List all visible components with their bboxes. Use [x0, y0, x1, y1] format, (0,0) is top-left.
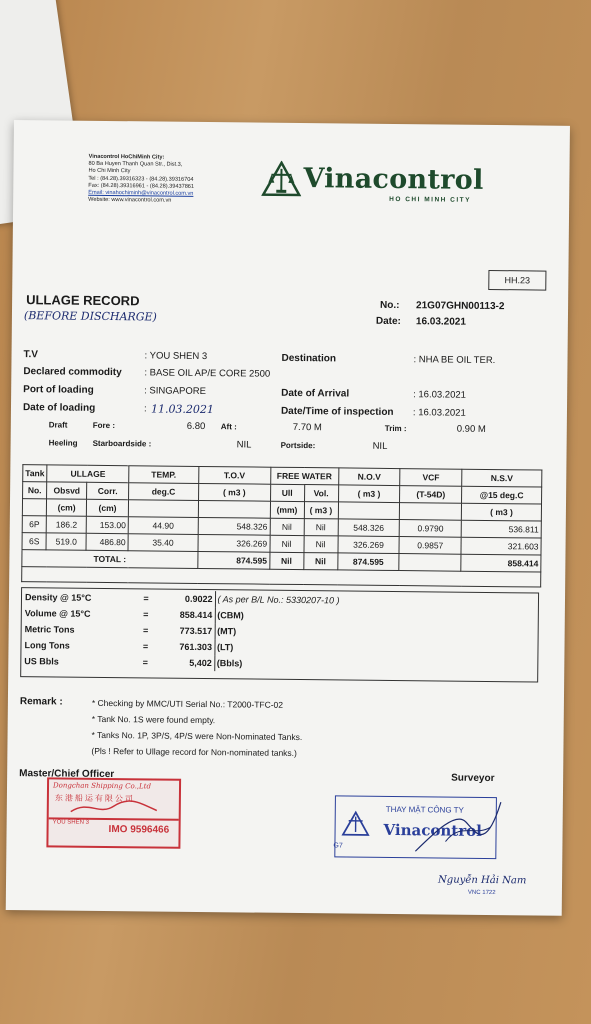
logo-city: HO CHI MINH CITY: [389, 195, 472, 204]
starboard-value: NIL: [236, 439, 252, 451]
conversion-value: 5,402: [189, 657, 212, 669]
master-officer-label: Master/Chief Officer: [19, 768, 115, 781]
remark-line: * Tank No. 1S were found empty.: [91, 713, 216, 726]
signature-scribble-icon: [69, 798, 159, 819]
temp-cell: 44.90: [128, 517, 198, 535]
company-website: Website: www.vinacontrol.com.vn: [88, 196, 172, 204]
inspection-value: : 16.03.2021: [412, 407, 466, 419]
corr-cell: 153.00: [86, 516, 128, 533]
company-line: Fax: (84.28).39316961 - (84.28).39437861: [88, 182, 195, 190]
ull-cell: Nil: [270, 518, 304, 535]
ullage-table: [21, 464, 542, 587]
scales-emblem-icon: [261, 161, 301, 197]
tov-header: T.O.V: [199, 466, 271, 484]
tov-cell: 548.326: [198, 517, 270, 535]
nsv-header: N.S.V: [462, 469, 542, 487]
conversion-eq: =: [143, 593, 149, 604]
vcf-unit-header: (T-54D): [400, 486, 462, 504]
port-value: : SINGAPORE: [144, 385, 206, 398]
inspection-label: Date/Time of inspection: [280, 405, 394, 418]
stamp-text: THAY MẶT CÔNG TY: [385, 804, 464, 815]
destination-label: Destination: [281, 352, 337, 365]
no-header: No.: [23, 482, 47, 499]
scales-emblem-icon: [342, 810, 370, 836]
commodity-label: Declared commodity: [23, 366, 122, 379]
conversion-eq: =: [142, 641, 149, 652]
logo-name: Vinacontrol: [303, 163, 484, 196]
total-ull: Nil: [269, 552, 303, 569]
vcf-cell: 0.9857: [399, 537, 461, 555]
starboard-label: Starboardside :: [92, 438, 152, 449]
vinacontrol-stamp: [334, 795, 497, 859]
nov-cell: 326.269: [338, 536, 400, 554]
stamp-text: 东港船运有限公司: [54, 793, 135, 804]
corr-unit-header: (cm): [87, 499, 129, 516]
obsvd-unit-header: (cm): [47, 499, 87, 516]
vol-header: Vol.: [304, 485, 338, 502]
form-code-box: HH.23: [488, 270, 546, 291]
tank-header: Tank: [23, 465, 47, 482]
stamp-text: G7: [333, 842, 343, 850]
stamp-text: Vinacontrol: [383, 820, 482, 840]
conversion-eq: =: [143, 609, 149, 620]
surveyor-label: Surveyor: [451, 772, 495, 785]
conversion-value: 858.414: [179, 609, 213, 621]
page-title: ULLAGE RECORD: [26, 292, 140, 309]
stamp-text: IMO 9596466: [108, 824, 170, 836]
stamp-text: YOU SHEN 3: [52, 819, 90, 826]
conversion-eq: =: [142, 625, 149, 636]
conversion-value: 0.9022: [184, 593, 213, 605]
port-label: Port of loading: [23, 384, 94, 396]
tov-cell: 326.269: [198, 534, 270, 552]
ull-cell: Nil: [270, 535, 304, 552]
corr-cell: 486.80: [86, 533, 128, 550]
total-nov: 874.595: [337, 553, 399, 571]
tank-cell: 6P: [22, 516, 46, 533]
vinacontrol-logo: [261, 159, 501, 206]
heeling-label: Heeling: [48, 438, 78, 448]
surveyor-code: VNC 1722: [467, 889, 496, 897]
surveyor-name: Nguyễn Hải Nam: [438, 874, 527, 887]
vcf-header: VCF: [400, 469, 462, 487]
temp-cell: 35.40: [128, 534, 198, 552]
fore-label: Fore :: [92, 420, 116, 431]
tov-unit-header: ( m3 ): [198, 483, 270, 501]
remark-line: * Checking by MMC/UTI Serial No.: T2000-TFC-02: [91, 697, 284, 710]
total-nsv: 858.414: [461, 554, 541, 572]
degc-header: deg.C: [129, 483, 199, 501]
conversion-unit: (CBM): [215, 607, 415, 625]
tank-cell: 6S: [22, 533, 46, 550]
ship-company-stamp: [46, 777, 181, 848]
conversion-unit: (MT): [215, 623, 415, 641]
nov-header: N.O.V: [338, 468, 400, 486]
corr-header: Corr.: [87, 482, 129, 499]
obsvd-header: Obsvd: [47, 482, 87, 499]
total-tov: 874.595: [198, 551, 270, 569]
commodity-value: : BASE OIL AP/E CORE 2500: [144, 367, 271, 380]
tv-label: T.V: [23, 349, 39, 361]
conversion-eq: =: [142, 657, 149, 668]
trim-label: Trim :: [384, 423, 407, 434]
tv-value: : YOU SHEN 3: [144, 350, 208, 363]
nov-unit-header: ( m3 ): [338, 485, 400, 503]
ull-unit-header: (mm): [270, 501, 304, 518]
company-line: Vinacontrol HoChiMinh City:: [88, 153, 165, 161]
nsv-unit-header: ( m3 ): [461, 503, 541, 521]
conversion-unit: ( As per B/L No.: 5330207-10 ): [215, 591, 415, 609]
no-label: No.:: [380, 299, 400, 312]
portside-value: NIL: [372, 440, 388, 452]
nsv-temp-header: @15 deg.C: [462, 486, 542, 504]
fore-value: 6.80: [186, 420, 206, 433]
conversion-label: Volume @ 15°C: [24, 608, 91, 619]
conversion-table: [22, 589, 415, 673]
loading-date-colon: :: [143, 403, 147, 415]
destination-value: : NHA BE OIL TER.: [413, 354, 496, 367]
arrival-value: : 16.03.2021: [413, 389, 467, 401]
conversion-unit: (LT): [214, 639, 414, 657]
loading-date-value: 11.03.2021: [150, 402, 215, 417]
company-line: Ho Chi Minh City: [88, 168, 131, 175]
remark-line: * Tanks No. 1P, 3P/S, 4P/S were Non-Nominated Tanks.: [91, 729, 303, 743]
arrival-label: Date of Arrival: [281, 387, 350, 400]
conversion-label: Metric Tons: [24, 624, 75, 635]
surveyor-signature-icon: [405, 791, 506, 862]
conversion-label: US Bbls: [24, 656, 59, 667]
obsvd-cell: 186.2: [46, 516, 86, 533]
aft-value: 7.70 M: [292, 421, 322, 434]
conversion-label: Long Tons: [24, 640, 70, 651]
nsv-cell: 321.603: [461, 537, 541, 555]
record-date: 16.03.2021: [415, 316, 467, 328]
free-water-header: FREE WATER: [270, 467, 338, 485]
conversion-label: Density @ 15°C: [24, 592, 92, 603]
company-line: Tel : (84.28).39316323 - (84.28).39316704: [88, 175, 194, 183]
trim-value: 0.90 M: [456, 423, 486, 435]
aft-label: Aft :: [220, 422, 237, 432]
company-address-block: [88, 154, 289, 207]
remark-label: Remark :: [19, 696, 63, 708]
loading-date-label: Date of loading: [22, 402, 96, 414]
stamp-text: Dongchan Shipping Co.,Ltd: [52, 781, 152, 791]
temp-header: TEMP.: [129, 466, 199, 484]
date-label: Date:: [375, 315, 401, 328]
vol-cell: Nil: [304, 519, 338, 536]
conversion-value: 773.517: [179, 625, 213, 637]
nsv-cell: 536.811: [461, 520, 541, 538]
obsvd-cell: 519.0: [46, 533, 86, 550]
conversion-unit: (Bbls): [214, 655, 414, 673]
record-number: 21G07GHN00113-2: [416, 300, 505, 313]
portside-label: Portside:: [280, 440, 316, 451]
company-line: 80 Ba Huyen Thanh Quan Str., Dist.3,: [88, 160, 183, 168]
ullage-header: ULLAGE: [47, 465, 129, 483]
draft-label: Draft: [48, 420, 68, 430]
handwritten-title-note: (BEFORE DISCHARGE): [23, 309, 157, 324]
company-email: Email: vinahochiminh@vinacontrol.com.vn: [88, 189, 194, 197]
vcf-cell: 0.9790: [400, 520, 462, 538]
ullage-record-document: [6, 120, 570, 916]
vol-cell: Nil: [304, 536, 338, 553]
total-vol: Nil: [303, 553, 337, 570]
nov-cell: 548.326: [338, 519, 400, 537]
vol-unit-header: ( m3 ): [304, 502, 338, 519]
ull-header: Ull: [270, 484, 304, 501]
remark-line: (Pls ! Refer to Ullage record for Non-nominated tanks.): [91, 745, 297, 758]
total-label: TOTAL :: [22, 550, 198, 569]
conversion-value: 761.303: [179, 641, 213, 653]
